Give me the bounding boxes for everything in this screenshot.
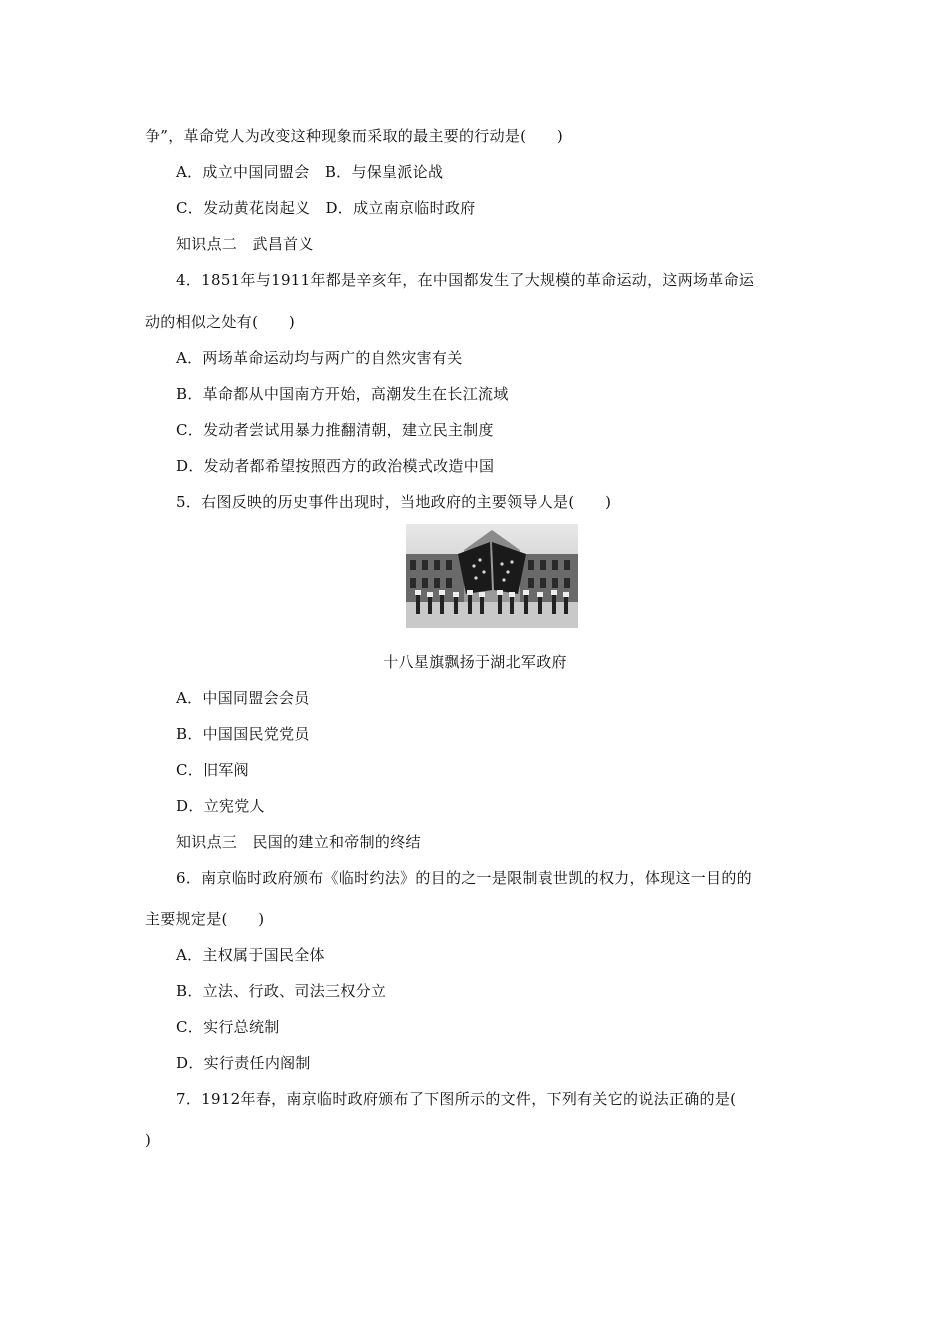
q4-stem-line-2: 动的相似之处有( ) — [145, 313, 296, 331]
q5-option-a: A．中国同盟会会员 — [176, 689, 310, 707]
section-heading-3: 知识点三 民国的建立和帝制的终结 — [176, 833, 421, 851]
q5-option-d: D．立宪党人 — [176, 797, 265, 815]
q4-option-d: D．发动者都希望按照西方的政治模式改造中国 — [176, 457, 495, 475]
q6-stem-line-2: 主要规定是( ) — [145, 910, 265, 928]
q6-option-c: C．实行总统制 — [176, 1018, 280, 1036]
q4-stem-line-1: 4．1851年与1911年都是辛亥年，在中国都发生了大规模的革命运动，这两场革命运 — [176, 271, 755, 289]
photo-caption: 十八星旗飘扬于湖北军政府 — [383, 653, 567, 671]
q3-options-ab: A．成立中国同盟会 B．与保皇派论战 — [176, 163, 444, 181]
q4-option-b: B．革命都从中国南方开始，高潮发生在长江流域 — [176, 385, 509, 403]
hubei-military-government-photo — [406, 524, 578, 628]
q6-stem-line-1: 6．南京临时政府颁布《临时约法》的目的之一是限制袁世凯的权力，体现这一目的的 — [176, 869, 752, 887]
section-heading-2: 知识点二 武昌首义 — [176, 235, 314, 253]
q6-option-d: D．实行责任内阁制 — [176, 1054, 311, 1072]
q7-stem-line-1: 7．1912年春，南京临时政府颁布了下图所示的文件，下列有关它的说法正确的是( — [176, 1090, 737, 1108]
q3-options-cd: C．发动黄花岗起义 D．成立南京临时政府 — [176, 199, 476, 217]
q3-stem-end: 争”，革命党人为改变这种现象而采取的最主要的行动是( ) — [145, 127, 564, 145]
q4-option-a: A．两场革命运动均与两广的自然灾害有关 — [176, 349, 463, 367]
q7-stem-line-2: ) — [145, 1131, 152, 1149]
photo-illustration — [406, 524, 578, 628]
q5-stem: 5．右图反映的历史事件出现时，当地政府的主要领导人是( ) — [176, 493, 612, 511]
q6-option-a: A．主权属于国民全体 — [176, 946, 325, 964]
q5-option-b: B．中国国民党党员 — [176, 725, 310, 743]
q4-option-c: C．发动者尝试用暴力推翻清朝，建立民主制度 — [176, 421, 494, 439]
q5-option-c: C．旧军阀 — [176, 761, 249, 779]
q6-option-b: B．立法、行政、司法三权分立 — [176, 982, 387, 1000]
